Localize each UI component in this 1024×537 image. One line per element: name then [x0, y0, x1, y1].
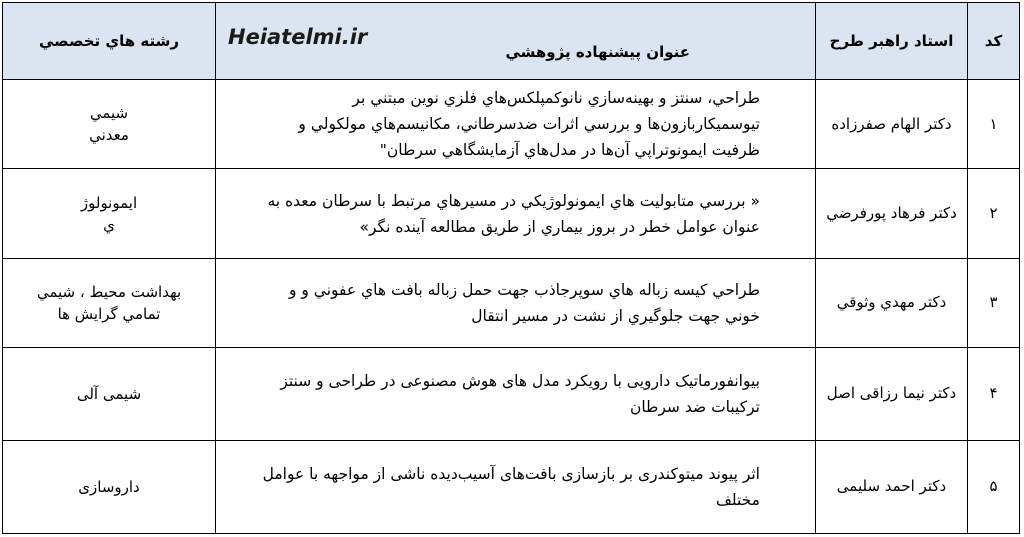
row-title: بیوانفورماتیک دارویی با رویکرد مدل های هوش مصنوعی در طراحی و سنتز ترکیبات ضد سرطان	[216, 348, 816, 440]
table-header-row	[3, 3, 1020, 80]
header-supervisor: استاد راهبر طرح	[816, 3, 968, 80]
row-code: ۲	[968, 169, 1020, 258]
row-supervisor: دكتر مهدي وثوقي	[816, 258, 968, 347]
watermark-logo: Heiatelmi.ir	[228, 25, 368, 49]
header-title-label: عنوان پيشنهاده پژوهشي	[505, 43, 690, 61]
row-title: « بررسي متابوليت هاي ايمونولوژيكي در مسيرهاي مرتبط با سرطان معده به عنوان عوامل خطر در بروز بيماري از طريق مطالعه آينده نگر»	[216, 169, 816, 258]
row-code: ۵	[968, 440, 1020, 533]
table-row	[3, 169, 1020, 258]
row-fields: بهداشت محيط ، شيمي تمامي گرايش ها	[3, 258, 216, 347]
row-fields: داروسازی	[3, 440, 216, 533]
row-title: اثر پیوند میتوکندری بر بازسازی بافت‌های آسیب‌دیده ناشی از مواجهه با عوامل مختلف	[216, 440, 816, 533]
row-fields: ايمونولوژ ي	[3, 169, 216, 258]
header-fields: رشته هاي تخصصي	[3, 3, 216, 80]
header-title	[216, 3, 816, 80]
header-code: کد	[968, 3, 1020, 80]
row-supervisor: دكتر فرهاد پورفرضي	[816, 169, 968, 258]
table-row	[3, 258, 1020, 347]
table-row	[3, 80, 1020, 169]
row-code: ۴	[968, 348, 1020, 440]
row-title: طراحي كيسه زباله هاي سوپرجاذب جهت حمل زباله بافت هاي عفوني و و خوني جهت جلوگيري از نشت در مسير انتقال	[216, 258, 816, 347]
row-fields: شیمی آلی	[3, 348, 216, 440]
row-title: طراحي، سنتز و بهينه‌سازي نانوكمپلكس‌هاي فلزي نوين مبتني بر تيوسميكاربازون‌ها و بررسي اثرات ضدسرطاني، مكانيسم‌هاي مولكولي و ظرفيت ايمونوتراپي آن‌ها در مدل‌هاي آزمايشگاهي سرطان"	[216, 80, 816, 169]
row-supervisor: دكتر الهام صفرزاده	[816, 80, 968, 169]
table-row	[3, 348, 1020, 440]
row-supervisor: دکتر نیما رزاقی اصل	[816, 348, 968, 440]
row-code: ۱	[968, 80, 1020, 169]
row-fields: شيمي معدني	[3, 80, 216, 169]
row-code: ۳	[968, 258, 1020, 347]
research-proposals-table	[2, 2, 1020, 534]
row-supervisor: دکتر احمد سلیمی	[816, 440, 968, 533]
table-row	[3, 440, 1020, 533]
